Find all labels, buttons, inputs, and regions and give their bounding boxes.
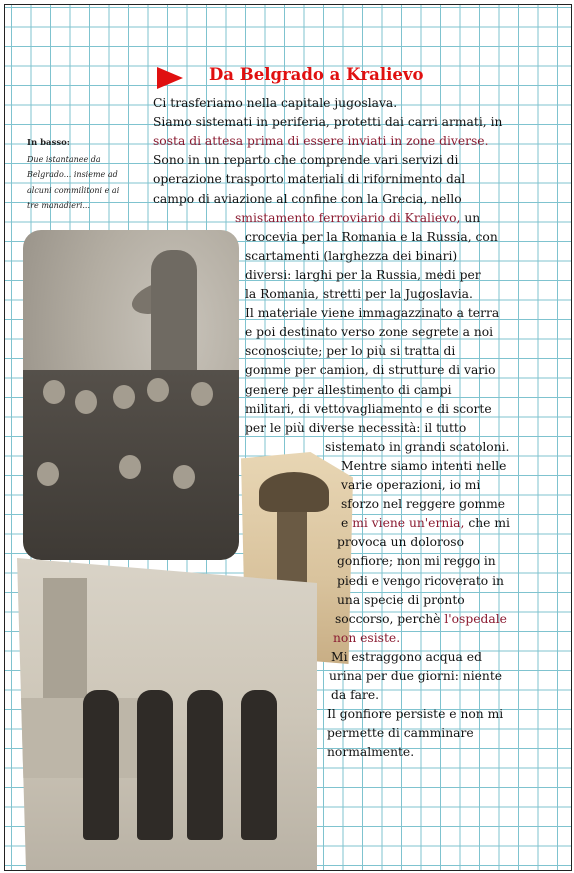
text-line	[327, 743, 414, 762]
text-line	[245, 400, 492, 419]
text-line	[245, 266, 481, 285]
text-line	[329, 667, 502, 686]
text-line	[245, 228, 498, 247]
text-segment: sconosciute; per lo più si tratta di	[245, 344, 456, 359]
text-segment: un	[460, 210, 481, 225]
highlighted-phrase: non esiste.	[333, 630, 401, 645]
text-line	[245, 285, 473, 304]
text-line	[335, 610, 507, 629]
text-segment: Il materiale viene immagazzinato a terra	[245, 306, 500, 321]
caption-heading: In basso:	[27, 138, 70, 148]
text-line	[327, 705, 503, 724]
text-line	[235, 209, 480, 228]
text-line	[333, 629, 400, 648]
highlighted-phrase: l'ospedale	[444, 611, 507, 626]
text-line	[331, 648, 482, 667]
highlighted-phrase: smistamento ferroviario di Kralievo,	[235, 210, 461, 225]
text-segment: Ci trasferiamo nella capitale jugoslava.	[153, 96, 398, 110]
text-line	[337, 572, 504, 591]
text-segment: urina per due giorni: niente	[329, 669, 503, 683]
text-line	[325, 438, 509, 457]
text-line	[153, 151, 458, 170]
text-line	[327, 724, 474, 743]
text-line	[245, 247, 457, 266]
text-line	[153, 132, 489, 151]
text-line	[153, 190, 462, 209]
text-line	[245, 381, 452, 400]
text-segment: soccorso, perchè	[335, 611, 445, 626]
text-line	[245, 361, 496, 380]
text-segment: piedi e vengo ricoverato in	[337, 573, 504, 588]
text-line	[245, 304, 499, 323]
text-segment: una specie di pronto	[337, 592, 465, 607]
text-line	[341, 457, 506, 476]
text-segment: crocevia per la Romania e la Russia, con	[245, 229, 498, 244]
caption-line: tre manadieri...	[27, 201, 91, 210]
text-segment: Mi estraggono acqua ed	[331, 649, 482, 664]
text-segment: la Romania, stretti per la Jugoslavia.	[245, 287, 473, 301]
text-segment: diversi: larghi per la Russia, medi per	[245, 267, 481, 282]
text-line	[341, 476, 480, 495]
text-segment: militari, di vettovagliamento e di scorte	[245, 401, 492, 416]
text-segment: varie operazioni, io mi	[341, 478, 481, 492]
text-line	[245, 342, 455, 361]
photo-caption	[27, 136, 155, 214]
text-line	[153, 94, 397, 113]
text-line	[245, 419, 466, 438]
text-segment: scartamenti (larghezza dei binari)	[245, 248, 458, 263]
text-segment: Siamo sistemati in periferia, protetti dai carri armati, in	[153, 115, 503, 130]
text-segment: e poi destinato verso zone segrete a noi	[245, 325, 494, 340]
text-segment: genere per allestimento di campi	[245, 382, 452, 397]
text-segment: gomme per camion, di strutture di vario	[245, 363, 496, 378]
text-segment: gonfiore; non mi reggo in	[337, 554, 496, 569]
arrow-right-icon	[157, 67, 183, 89]
text-segment: da fare.	[331, 688, 380, 703]
text-line	[331, 686, 379, 705]
text-segment: per le più diverse necessità: il tutto	[245, 420, 467, 435]
text-segment: sistemato in grandi scatoloni.	[325, 439, 510, 454]
highlighted-phrase: mi viene un'ernia,	[352, 516, 465, 531]
text-line	[337, 552, 496, 571]
text-segment: che mi	[464, 516, 510, 531]
text-line	[153, 113, 502, 132]
caption-line: Belgrado... insieme ad	[27, 170, 118, 179]
text-line	[153, 170, 465, 189]
photo-soldiers-statue	[23, 230, 239, 560]
text-line	[337, 591, 465, 610]
text-segment: sforzo nel reggere gomme	[341, 497, 506, 512]
text-line	[337, 533, 464, 552]
text-segment: campo di aviazione al confine con la Grecia, nello	[153, 191, 462, 206]
text-segment: Il gonfiore persiste e non mi	[327, 707, 504, 722]
caption-line: Due istantanee da	[27, 154, 101, 164]
caption-line: alcuni commilitoni e ai	[27, 185, 120, 195]
highlighted-phrase: sosta di attesa prima di essere inviati in zone diverse.	[153, 134, 489, 149]
text-line	[245, 323, 493, 342]
text-line	[341, 495, 505, 514]
notebook-page	[4, 4, 572, 871]
text-segment: e	[341, 516, 353, 531]
text-segment: operazione trasporto materiali di rifornimento dal	[153, 172, 466, 187]
page-title: Da Belgrado a Kralievo	[209, 65, 424, 84]
text-segment: normalmente.	[327, 745, 415, 760]
text-segment: Mentre siamo intenti nelle	[341, 458, 507, 473]
caption-text	[27, 152, 155, 214]
text-segment: permette di camminare	[327, 726, 474, 741]
text-segment: provoca un doloroso	[337, 535, 464, 550]
text-segment: Sono in un reparto che comprende vari servizi di	[153, 153, 459, 168]
photo-four-soldiers	[17, 558, 317, 870]
text-line	[341, 514, 510, 533]
